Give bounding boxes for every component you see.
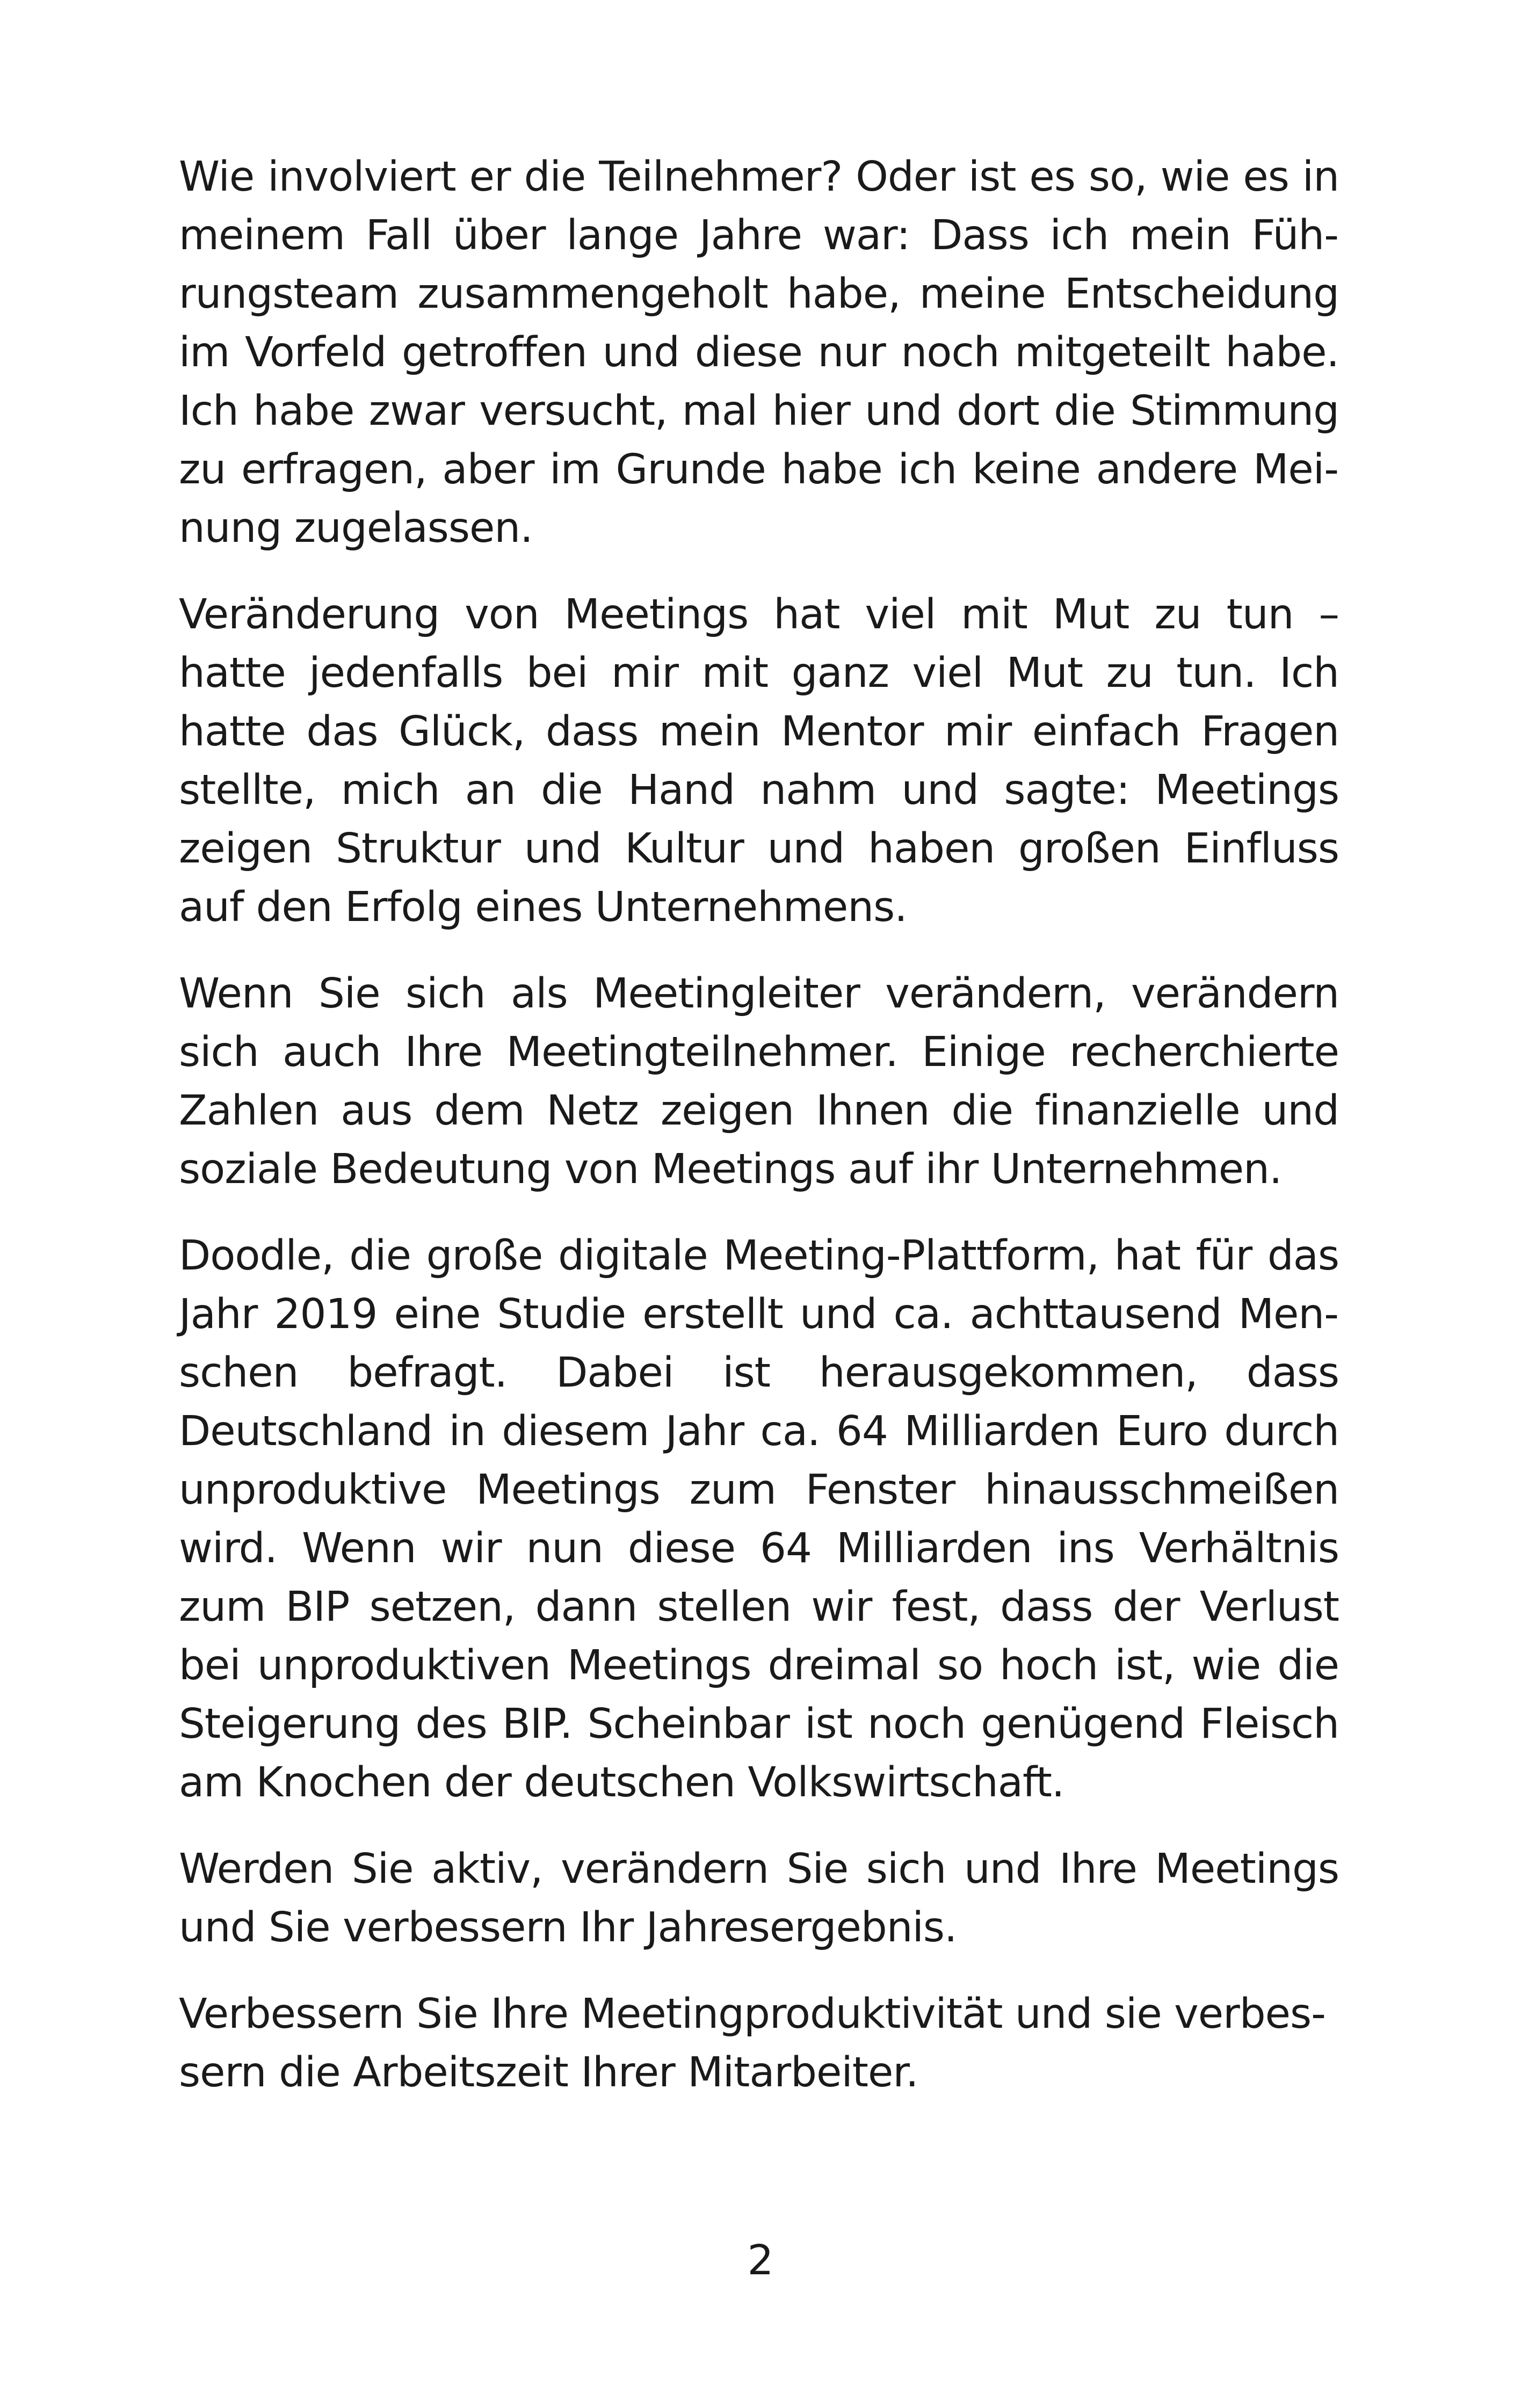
paragraph-4: Doodle, die große digitale Meeting-Plattform, hat für das Jahr 2019 eine Studie erstellt und ca. achttausend Menschen befragt. Dabei ist herausgekommen, dass Deutschland in diesem Jahr ca. 64 Milliarden Euro durch unproduktive Meetings zum Fenster hinausschmeißen wird. Wenn wir nun diese 64 Milliarden ins Verhältnis zum BIP setzen, dann stellen wir fest, dass der Verlust bei unproduktiven Meetings dreimal so hoch ist, wie die Steigerung des BIP. Scheinbar ist noch genügend Fleisch am Knochen der deutschen Volkswirtschaft. xyxy=(179,1232,1339,1807)
body-text xyxy=(179,148,1339,2130)
paragraph-5: Werden Sie aktiv, verändern Sie sich und Ihre Meetings und Sie verbessern Ihr Jahresergebnis. xyxy=(179,1845,1339,1952)
paragraph-3: Wenn Sie sich als Meetingleiter verändern, verändern sich auch Ihre Meetingteilnehmer. Einige recherchierte Zahlen aus dem Netz zeigen Ihnen die finanzielle und soziale Bedeutung von Meetings auf ihr Unternehmen. xyxy=(179,970,1339,1193)
paragraph-1: Wie involviert er die Teilnehmer? Oder ist es so, wie es in meinem Fall über lange Jahre war: Dass ich mein Führungsteam zusammengeholt habe, meine Entscheidung im Vorfeld getroffen und diese nur noch mitgeteilt habe. Ich habe zwar versucht, mal hier und dort die Stimmung zu erfragen, aber im Grunde habe ich keine andere Meinung zugelassen. xyxy=(179,153,1339,552)
page-number: 2 xyxy=(747,2237,774,2284)
paragraph-6: Verbessern Sie Ihre Meetingproduktivität und sie verbessern die Arbeitszeit Ihrer Mitarbeiter. xyxy=(179,1990,1326,2097)
paragraph-2: Veränderung von Meetings hat viel mit Mut zu tun – hatte jedenfalls bei mir mit ganz viel Mut zu tun. Ich hatte das Glück, dass mein Mentor mir einfach Fragen stellte, mich an die Hand nahm und sagte: Meetings zeigen Struktur und Kultur und haben großen Einfluss auf den Erfolg eines Unternehmens. xyxy=(179,591,1339,931)
